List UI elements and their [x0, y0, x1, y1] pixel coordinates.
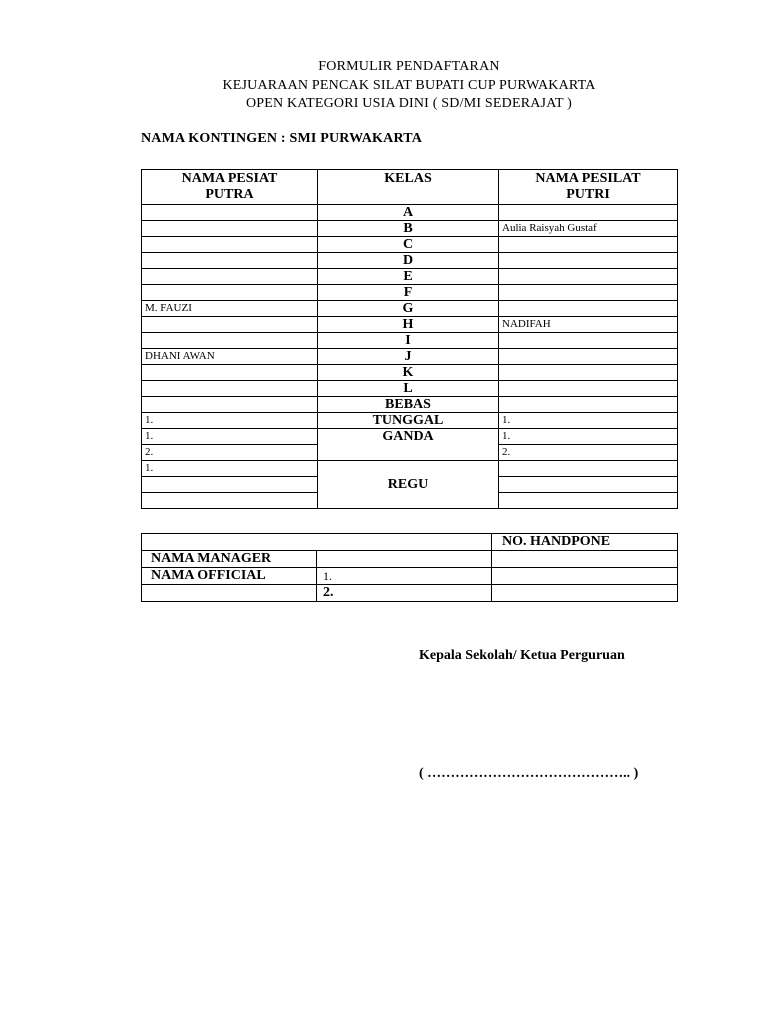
- putri-name-cell[interactable]: [499, 381, 678, 397]
- putra-name-cell[interactable]: DHANI AWAN: [142, 349, 318, 365]
- signature-line: ( …………………………………….. ): [419, 766, 639, 781]
- header-putri: [499, 170, 678, 205]
- ganda-putra-cell[interactable]: 2.: [142, 445, 318, 461]
- kelas-cell: J: [318, 349, 499, 365]
- manager-name-field[interactable]: [317, 551, 492, 568]
- regu-kelas-cell: REGU: [318, 461, 499, 509]
- putra-name-cell[interactable]: [142, 221, 318, 237]
- kelas-cell: C: [318, 237, 499, 253]
- table-row: [142, 429, 678, 445]
- manager-phone-field[interactable]: [492, 551, 678, 568]
- putra-name-cell[interactable]: [142, 285, 318, 301]
- putra-name-cell[interactable]: [142, 397, 318, 413]
- official-phone-1[interactable]: [492, 568, 678, 585]
- putri-name-cell[interactable]: [499, 237, 678, 253]
- ganda-putri-cell[interactable]: 1.: [499, 429, 678, 445]
- putra-name-cell[interactable]: [142, 205, 318, 221]
- registration-table: [141, 169, 678, 509]
- putra-name-cell[interactable]: [142, 317, 318, 333]
- contingent-name: NAMA KONTINGEN : SMI PURWAKARTA: [141, 131, 423, 146]
- kelas-cell: D: [318, 253, 499, 269]
- table-row: [142, 551, 678, 568]
- kelas-cell: K: [318, 365, 499, 381]
- table-row: [142, 349, 678, 365]
- header-putra-line1: NAMA PESIAT: [181, 171, 278, 186]
- table-row: [142, 221, 678, 237]
- putri-name-cell[interactable]: 1.: [499, 413, 678, 429]
- putra-name-cell[interactable]: 1.: [142, 413, 318, 429]
- putri-name-cell[interactable]: [499, 205, 678, 221]
- putri-name-cell[interactable]: [499, 285, 678, 301]
- handphone-header: NO. HANDPONE: [492, 534, 678, 551]
- table-row: [142, 381, 678, 397]
- putra-name-cell[interactable]: [142, 237, 318, 253]
- table-row: [142, 205, 678, 221]
- header-putri-line1: NAMA PESILAT: [535, 171, 641, 186]
- table-row: [142, 237, 678, 253]
- manager-label: NAMA MANAGER: [142, 551, 317, 568]
- table-row: [142, 585, 678, 602]
- putri-name-cell[interactable]: Aulia Raisyah Gustaf: [499, 221, 678, 237]
- putri-name-cell[interactable]: [499, 269, 678, 285]
- ganda-kelas-cell: GANDA: [318, 429, 499, 461]
- category-title: OPEN KATEGORI USIA DINI ( SD/MI SEDERAJAT ): [245, 96, 573, 111]
- official-name-2[interactable]: 2.: [317, 585, 492, 602]
- table-header-row: [142, 170, 678, 205]
- kelas-cell: L: [318, 381, 499, 397]
- kelas-cell: A: [318, 205, 499, 221]
- table-row: [142, 461, 678, 477]
- registration-table-body: [142, 170, 678, 509]
- blank-cell: [142, 585, 317, 602]
- putri-name-cell[interactable]: [499, 349, 678, 365]
- kelas-cell: F: [318, 285, 499, 301]
- regu-putri-cell[interactable]: [499, 461, 678, 477]
- putri-name-cell[interactable]: [499, 365, 678, 381]
- table-row: [142, 333, 678, 349]
- blank-cell: [142, 534, 492, 551]
- putri-name-cell[interactable]: NADIFAH: [499, 317, 678, 333]
- kelas-cell: G: [318, 301, 499, 317]
- putra-name-cell[interactable]: M. FAUZI: [142, 301, 318, 317]
- kelas-cell: B: [318, 221, 499, 237]
- regu-putri-cell[interactable]: [499, 477, 678, 493]
- table-row: [142, 568, 678, 585]
- table-row: [142, 285, 678, 301]
- header-putra: [142, 170, 318, 205]
- table-row: [142, 534, 678, 551]
- putri-name-cell[interactable]: [499, 333, 678, 349]
- putra-name-cell[interactable]: [142, 333, 318, 349]
- official-name-1[interactable]: 1.: [317, 568, 492, 585]
- official-table: [141, 533, 678, 602]
- regu-putra-cell[interactable]: [142, 493, 318, 509]
- putra-name-cell[interactable]: [142, 365, 318, 381]
- putra-name-cell[interactable]: [142, 269, 318, 285]
- kelas-cell: H: [318, 317, 499, 333]
- signature-title: Kepala Sekolah/ Ketua Perguruan: [419, 648, 625, 663]
- table-row: [142, 301, 678, 317]
- championship-title: KEJUARAAN PENCAK SILAT BUPATI CUP PURWAKARTA: [222, 78, 596, 93]
- ganda-putra-cell[interactable]: 1.: [142, 429, 318, 445]
- putra-name-cell[interactable]: [142, 381, 318, 397]
- putri-name-cell[interactable]: [499, 253, 678, 269]
- table-row: [142, 365, 678, 381]
- table-row: [142, 317, 678, 333]
- regu-putra-cell[interactable]: 1.: [142, 461, 318, 477]
- kelas-cell: I: [318, 333, 499, 349]
- table-row: [142, 397, 678, 413]
- table-row: [142, 413, 678, 429]
- official-phone-2[interactable]: [492, 585, 678, 602]
- putri-name-cell[interactable]: [499, 301, 678, 317]
- header-putra-line2: PUTRA: [205, 187, 254, 202]
- regu-putri-cell[interactable]: [499, 493, 678, 509]
- header-kelas: KELAS: [318, 170, 499, 205]
- kelas-cell: TUNGGAL: [318, 413, 499, 429]
- putri-name-cell[interactable]: [499, 397, 678, 413]
- kelas-cell: E: [318, 269, 499, 285]
- header-putri-line2: PUTRI: [566, 187, 610, 202]
- ganda-putri-cell[interactable]: 2.: [499, 445, 678, 461]
- table-row: [142, 253, 678, 269]
- putra-name-cell[interactable]: [142, 253, 318, 269]
- table-row: [142, 269, 678, 285]
- kelas-cell: BEBAS: [318, 397, 499, 413]
- regu-putra-cell[interactable]: [142, 477, 318, 493]
- form-title: FORMULIR PENDAFTARAN: [318, 59, 500, 74]
- official-label: NAMA OFFICIAL: [142, 568, 317, 585]
